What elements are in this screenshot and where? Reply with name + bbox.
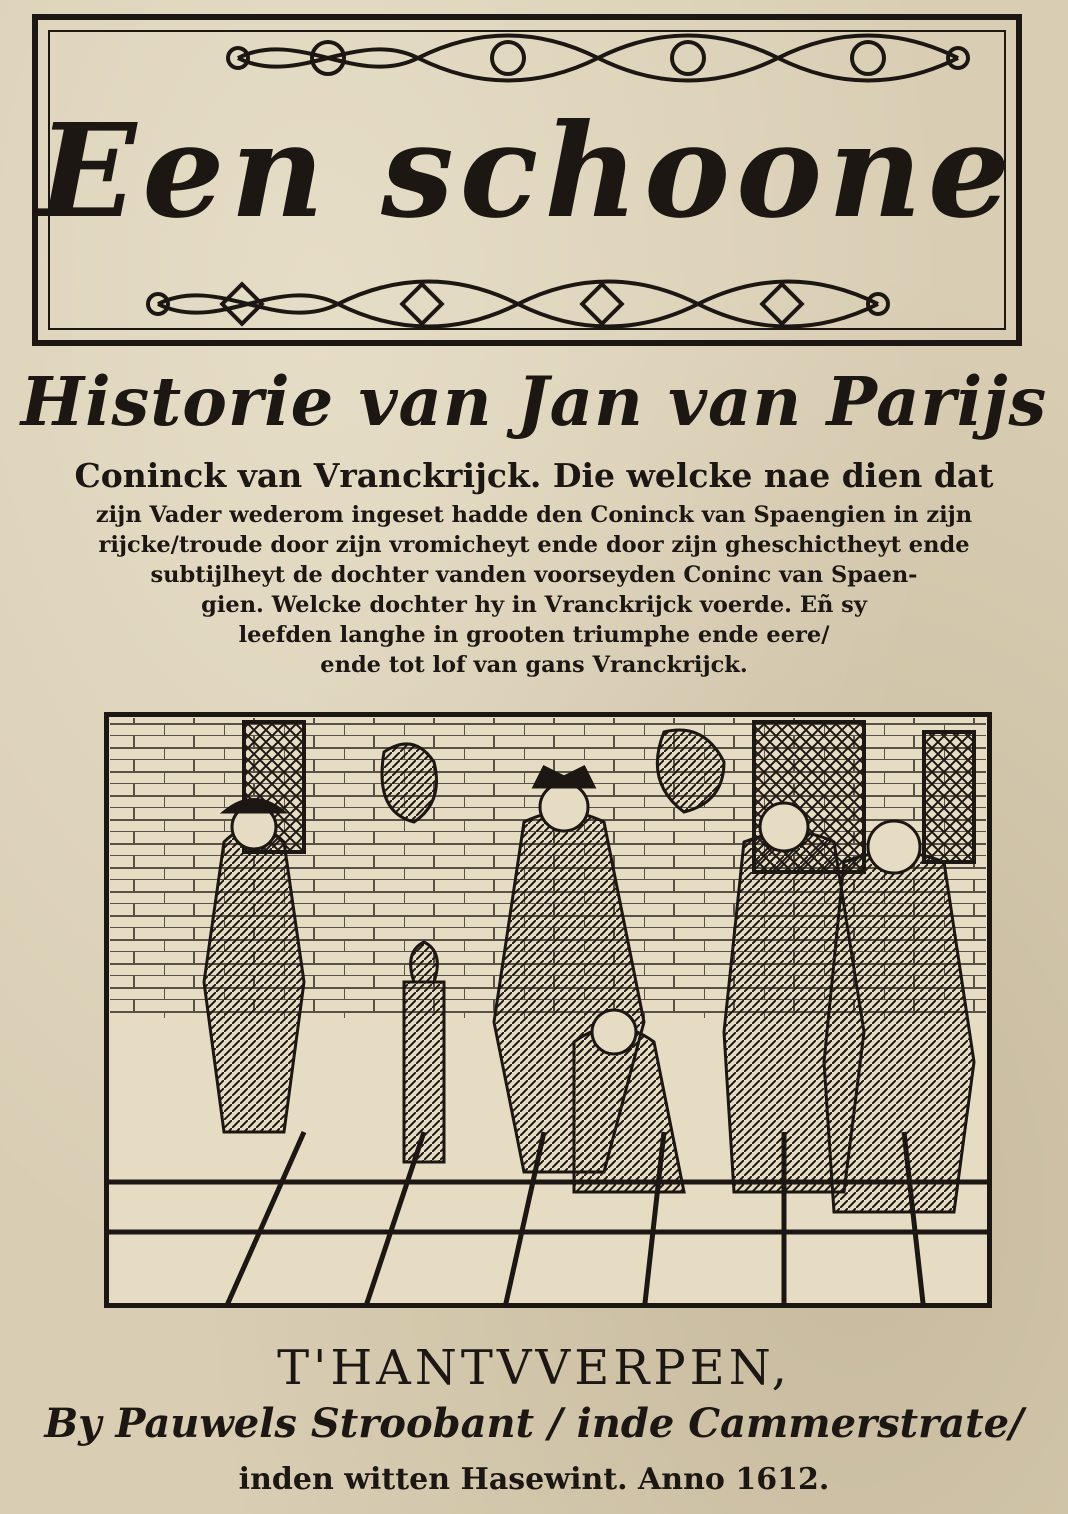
description-line: Coninck van Vranckrijck. Die welcke nae dien dat <box>74 456 994 495</box>
main-title: Een schoone <box>38 96 1017 247</box>
subtitle: Historie van Jan van Parijs <box>20 362 1048 441</box>
knotwork-flourish-top <box>38 28 1016 88</box>
woodcut-illustration <box>104 712 992 1308</box>
description-line: gien. Welcke dochter hy in Vranckrijck voerde. Eñ sy <box>201 592 867 618</box>
description-line: ende tot lof van gans Vranckrijck. <box>320 652 748 678</box>
description-line: rijcke/troude door zijn vromicheyt ende door zijn gheschictheyt ende <box>98 532 970 558</box>
title-border-frame <box>32 14 1022 346</box>
knotwork-flourish-bottom <box>38 274 1016 334</box>
description-line: zijn Vader wederom ingeset hadde den Coninck van Spaengien in zijn <box>95 502 973 528</box>
imprint-address: inden witten Hasewint. Anno 1612. <box>238 1462 830 1497</box>
description-line: subtijlheyt de dochter vanden voorseyden Coninc van Spaen- <box>150 562 918 588</box>
description-line: leefden langhe in grooten triumphe ende eere/ <box>238 622 830 648</box>
description-block <box>30 452 1038 680</box>
imprint-city: T'HANTVVERPEN, <box>277 1340 791 1396</box>
imprint-printer: By Pauwels Stroobant / inde Cammerstrate/ <box>44 1400 1024 1447</box>
